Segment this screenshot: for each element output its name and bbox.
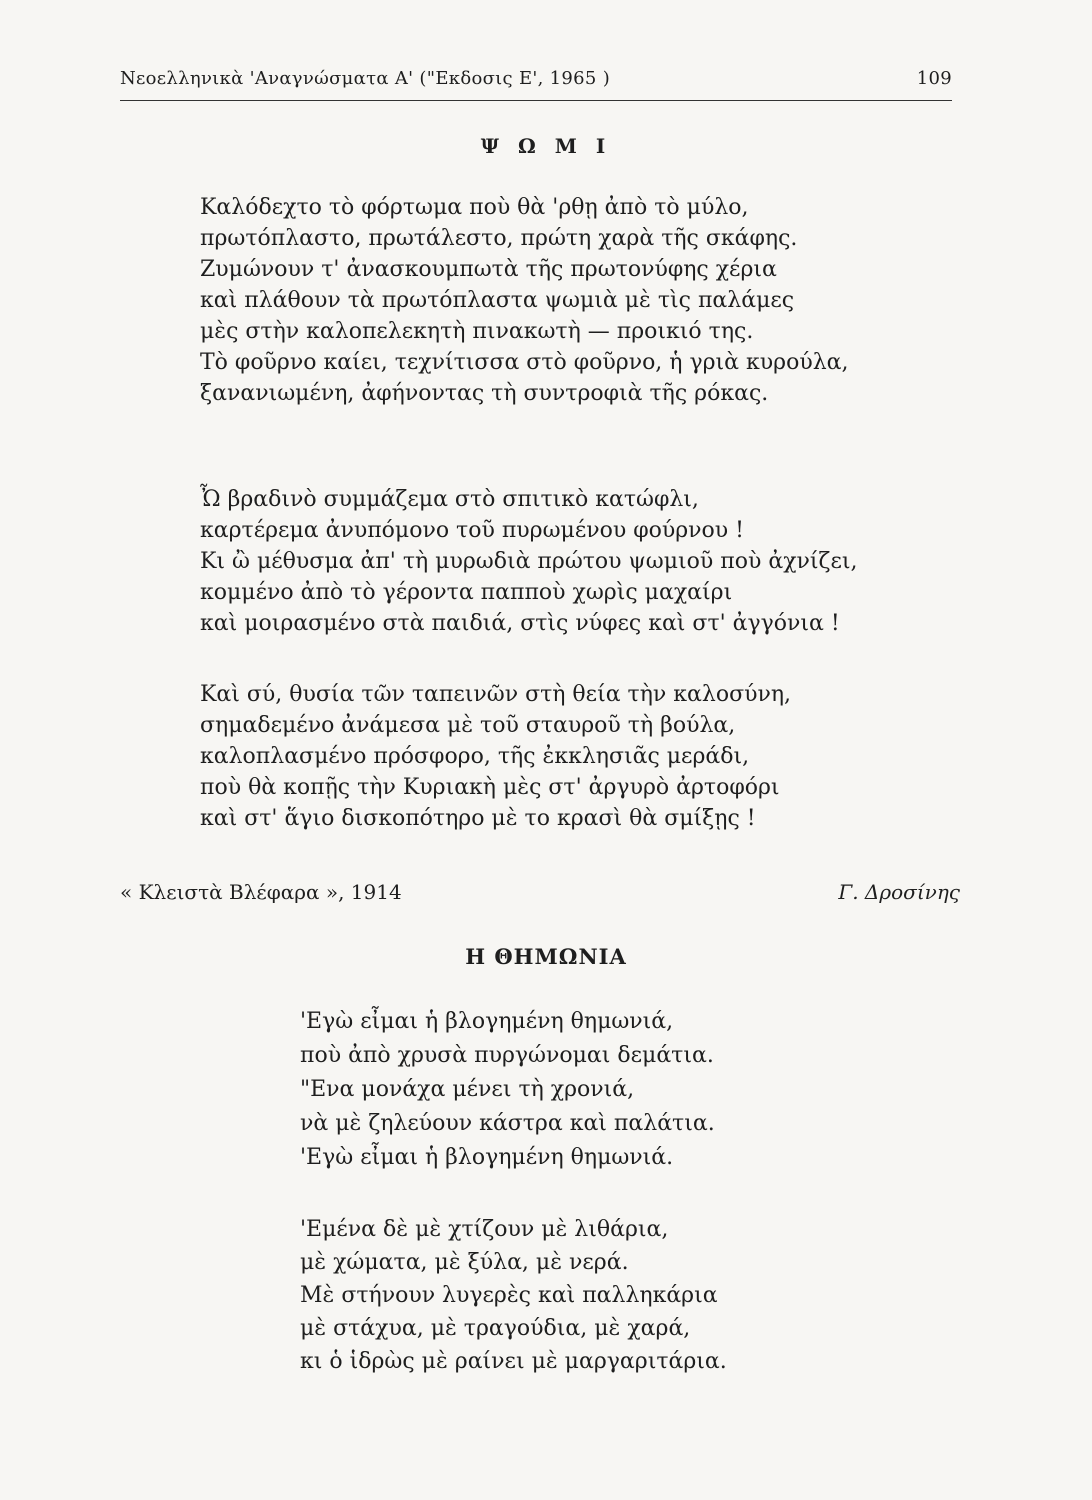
verse-line: μὲ στάχυα, μὲ τραγούδια, μὲ χαρά, [300,1316,691,1341]
verse-line: καλοπλασμένο πρόσφορο, τῆς ἐκκλησιᾶς μεράδι, [200,744,750,769]
source-collection: « Κλειστὰ Βλέφαρα », 1914 [120,880,402,904]
verse-line: ξανανιωμένη, ἀφήνοντας τὴ συντροφιὰ τῆς ρόκας. [200,381,769,406]
author-name: Γ. Δροσίνης [838,880,960,904]
verse-line: καὶ πλάθουν τὰ πρωτόπλαστα ψωμιὰ μὲ τὶς παλάμες [200,288,795,313]
verse-line: κομμένο ἀπὸ τὸ γέροντα παπποὺ χωρὶς μαχαίρι [200,580,733,605]
stanza [200,192,849,409]
verse-line: μὲ χώματα, μὲ ξύλα, μὲ νερά. [300,1250,629,1275]
stanza [300,1005,715,1175]
verse-line: μὲς στὴν καλοπελεκητὴ πινακωτὴ — προικιό της. [200,319,754,344]
verse-line: "Ενα μονάχα μένει τὴ χρονιά, [300,1077,635,1102]
verse-line: Τὸ φοῦρνο καίει, τεχνίτισσα στὸ φοῦρνο, ἡ γριὰ κυρούλα, [200,350,849,375]
verse-line: 'Εμένα δὲ μὲ χτίζουν μὲ λιθάρια, [300,1217,669,1242]
verse-line: καὶ μοιρασμένο στὰ παιδιά, στὶς νύφες καὶ στ' ἀγγόνια ! [200,611,840,636]
stanza [200,484,857,639]
running-head [120,68,952,89]
header-rule [120,100,952,101]
verse-line: Καλόδεχτο τὸ φόρτωμα ποὺ θὰ 'ρθῃ ἀπὸ τὸ μύλο, [200,195,749,220]
verse-line: 'Εγὼ εἶμαι ἡ βλογημένη θημωνιά, [300,1009,674,1034]
verse-line: Ζυμώνουν τ' ἀνασκουμπωτὰ τῆς πρωτονύφης χέρια [200,257,777,282]
verse-line: ποὺ θὰ κοπῇς τὴν Κυριακὴ μὲς στ' ἀργυρὸ ἀρτοφόρι [200,775,780,800]
verse-line: νὰ μὲ ζηλεύουν κάστρα καὶ παλάτια. [300,1111,715,1136]
verse-line: Ὦ βραδινὸ συμμάζεμα στὸ σπιτικὸ κατώφλι, [200,487,699,512]
verse-line: Κι ὢ μέθυσμα ἀπ' τὴ μυρωδιὰ πρώτου ψωμιοῦ ποὺ ἀχνίζει, [200,549,858,574]
stanza [200,679,791,834]
verse-line: ποὺ ἀπὸ χρυσὰ πυργώνομαι δεμάτια. [300,1043,714,1068]
poem-title: Η ΘΗΜΩΝΙΑ [465,944,627,969]
verse-line: 'Εγὼ εἶμαι ἡ βλογημένη θημωνιά. [300,1145,674,1170]
verse-line: πρωτόπλαστο, πρωτάλεστο, πρώτη χαρὰ τῆς σκάφης. [200,226,798,251]
verse-line: καρτέρεμα ἀνυπόμονο τοῦ πυρωμένου φούρνου ! [200,518,745,543]
poem-title: Ψ Ω Μ Ι [480,134,612,158]
stanza [300,1213,727,1378]
page-number: 109 [916,68,952,89]
verse-line: κι ὁ ἱδρὼς μὲ ραίνει μὲ μαργαριτάρια. [300,1349,727,1374]
book-title: Νεοελληνικὰ 'Αναγνώσματα Α' ("Εκδοσις Ε', 1965 ) [120,68,611,89]
verse-line: σημαδεμένο ἀνάμεσα μὲ τοῦ σταυροῦ τὴ βούλα, [200,713,736,738]
verse-line: Μὲ στήνουν λυγερὲς καὶ παλληκάρια [300,1283,718,1308]
attribution [120,880,960,904]
verse-line: Καὶ σύ, θυσία τῶν ταπεινῶν στὴ θεία τὴν καλοσύνη, [200,682,792,707]
verse-line: καὶ στ' ἅγιο δισκοπότηρο μὲ το κρασὶ θὰ σμίξῃς ! [200,806,756,831]
